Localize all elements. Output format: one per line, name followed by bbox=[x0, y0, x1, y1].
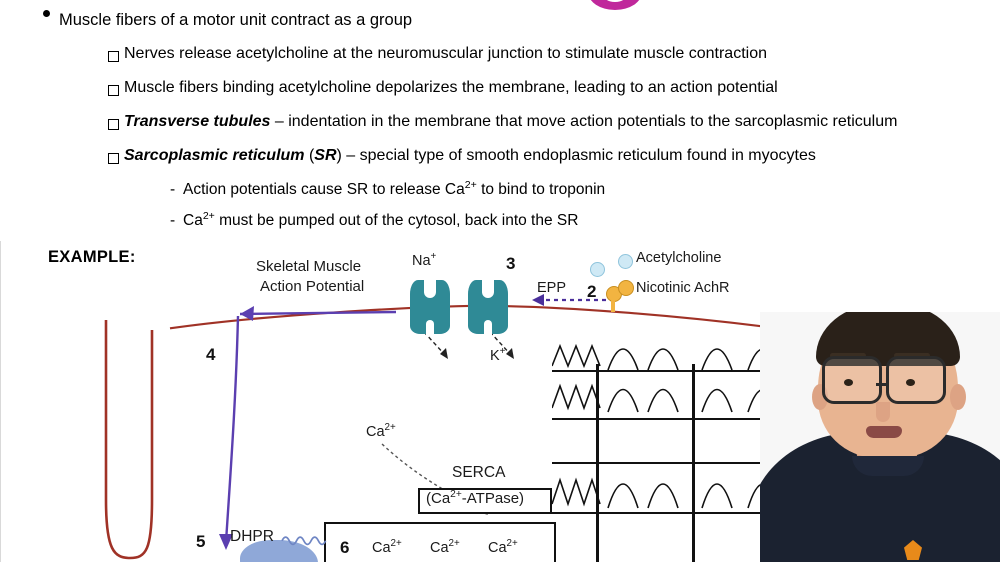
ca-box-1-sup: 2+ bbox=[390, 538, 402, 550]
nicotinic-receptor-stem bbox=[611, 298, 615, 312]
ca-box-2-text: Ca bbox=[430, 540, 449, 556]
label-serca-atpase bbox=[426, 490, 524, 507]
bullet-level2-4 bbox=[0, 147, 1000, 181]
bullet-level2-2 bbox=[0, 79, 1000, 113]
ca-box-3-sup: 2+ bbox=[506, 538, 518, 550]
potassium-channel-icon bbox=[468, 280, 508, 334]
ca-box-3-text: Ca bbox=[488, 540, 507, 556]
l3-2-pre: Ca bbox=[183, 212, 203, 229]
paren-open: ( bbox=[304, 147, 315, 164]
bullet-level3-1-text bbox=[183, 178, 606, 199]
step-number-2: 2 bbox=[587, 282, 597, 301]
l3-1-pre: Action potentials cause SR to release Ca bbox=[183, 181, 465, 198]
label-k-sup: + bbox=[499, 346, 506, 358]
bullet-level3-2-text bbox=[183, 209, 579, 230]
term-sarcoplasmic-reticulum: Sarcoplasmic reticulum bbox=[124, 147, 305, 164]
label-calcium-release bbox=[366, 424, 396, 440]
bullet-square-icon bbox=[108, 51, 119, 62]
transverse-definition: – indentation in the membrane that move action potentials to the sarcoplasmic reticulum bbox=[270, 113, 898, 130]
label-skeletal-line1: Skeletal Muscle bbox=[256, 258, 362, 275]
slide-left-divider bbox=[0, 241, 1, 562]
ryr-coil-icon bbox=[276, 532, 336, 548]
bullet-level2-3-text bbox=[124, 113, 897, 131]
step-number-5: 5 bbox=[196, 532, 206, 551]
term-transverse-tubules: Transverse tubules bbox=[124, 113, 271, 130]
label-ca-top-text: Ca bbox=[366, 424, 385, 440]
l3-2-sup: 2+ bbox=[202, 209, 215, 222]
ca-box-2-sup: 2+ bbox=[448, 538, 460, 550]
serca-paren-sup: 2+ bbox=[450, 489, 462, 500]
presenter-collar bbox=[852, 456, 924, 476]
l3-1-post: to bind to troponin bbox=[476, 181, 606, 198]
nicotinic-receptor-legend-icon bbox=[618, 280, 634, 296]
label-k-text: K bbox=[490, 348, 500, 364]
presenter-eye-right bbox=[906, 379, 915, 386]
bullet-square-icon bbox=[108, 153, 119, 164]
bullet-square-icon bbox=[108, 119, 119, 130]
presenter-glasses-right bbox=[886, 356, 946, 404]
acetylcholine-molecule-icon bbox=[590, 262, 605, 277]
presenter-webcam bbox=[760, 312, 1000, 562]
bullet-level1-text: Muscle fibers of a motor unit contract as a group bbox=[59, 11, 413, 29]
calcium-reuptake-path bbox=[372, 436, 502, 532]
label-k bbox=[490, 348, 505, 364]
sarcoplasmic-definition: – special type of smooth endoplasmic reticulum found in myocytes bbox=[341, 147, 816, 164]
bullet-list bbox=[0, 0, 1000, 229]
l3-1-sup: 2+ bbox=[464, 178, 477, 191]
label-ca-box-2 bbox=[430, 540, 460, 556]
term-sr-abbr: SR bbox=[314, 147, 337, 164]
bullet-level2-3 bbox=[0, 113, 1000, 147]
acetylcholine-legend-icon bbox=[618, 254, 633, 269]
dash-marker: - bbox=[170, 181, 176, 198]
label-na-text: Na bbox=[412, 253, 431, 269]
l3-2-post: must be pumped out of the cytosol, back into the SR bbox=[214, 212, 579, 229]
bullet-level2-2-text: Muscle fibers binding acetylcholine depolarizes the membrane, leading to an action potential bbox=[124, 79, 778, 96]
presenter-mouth bbox=[866, 426, 902, 438]
label-dhpr: DHPR bbox=[230, 528, 274, 545]
label-skeletal-line2: Action Potential bbox=[260, 278, 365, 295]
label-ca-top-sup: 2+ bbox=[384, 422, 396, 434]
bullet-square-icon bbox=[108, 85, 119, 96]
step-number-3: 3 bbox=[506, 254, 516, 273]
serca-paren-end: -ATPase) bbox=[461, 490, 525, 507]
bullet-level2-4-text bbox=[124, 147, 816, 165]
bullet-level2-1 bbox=[0, 45, 1000, 79]
step-number-6: 6 bbox=[340, 538, 350, 557]
step-number-4: 4 bbox=[206, 345, 216, 364]
label-epp: EPP bbox=[537, 280, 567, 296]
label-ca-box-3 bbox=[488, 540, 518, 556]
bullet-level1 bbox=[0, 0, 1000, 30]
label-na bbox=[412, 253, 436, 269]
muscle-contraction-diagram bbox=[100, 240, 860, 562]
presenter-nose bbox=[876, 402, 890, 422]
example-label: EXAMPLE: bbox=[48, 248, 136, 266]
label-serca: SERCA bbox=[452, 464, 506, 481]
bullet-level2-1-text: Nerves release acetylcholine at the neuromuscular junction to stimulate muscle contraction bbox=[124, 45, 767, 62]
sodium-channel-icon bbox=[410, 280, 450, 334]
label-na-sup: + bbox=[430, 251, 437, 263]
presenter-glasses-bridge bbox=[876, 383, 888, 386]
bullet-level3-1 bbox=[0, 178, 1000, 212]
presenter-eye-left bbox=[844, 379, 853, 386]
bullet-level3-2 bbox=[0, 209, 1000, 243]
paren-close: ) bbox=[336, 147, 342, 164]
label-acetylcholine: Acetylcholine bbox=[636, 250, 722, 266]
dash-marker: - bbox=[170, 212, 176, 229]
label-ca-box-1 bbox=[372, 540, 402, 556]
serca-paren-open: (Ca bbox=[426, 490, 451, 507]
ca-box-1-text: Ca bbox=[372, 540, 391, 556]
label-nicotinic-achr: Nicotinic AchR bbox=[636, 280, 730, 296]
bullet-dot-icon bbox=[43, 10, 50, 17]
presenter-ear-right bbox=[950, 384, 966, 410]
